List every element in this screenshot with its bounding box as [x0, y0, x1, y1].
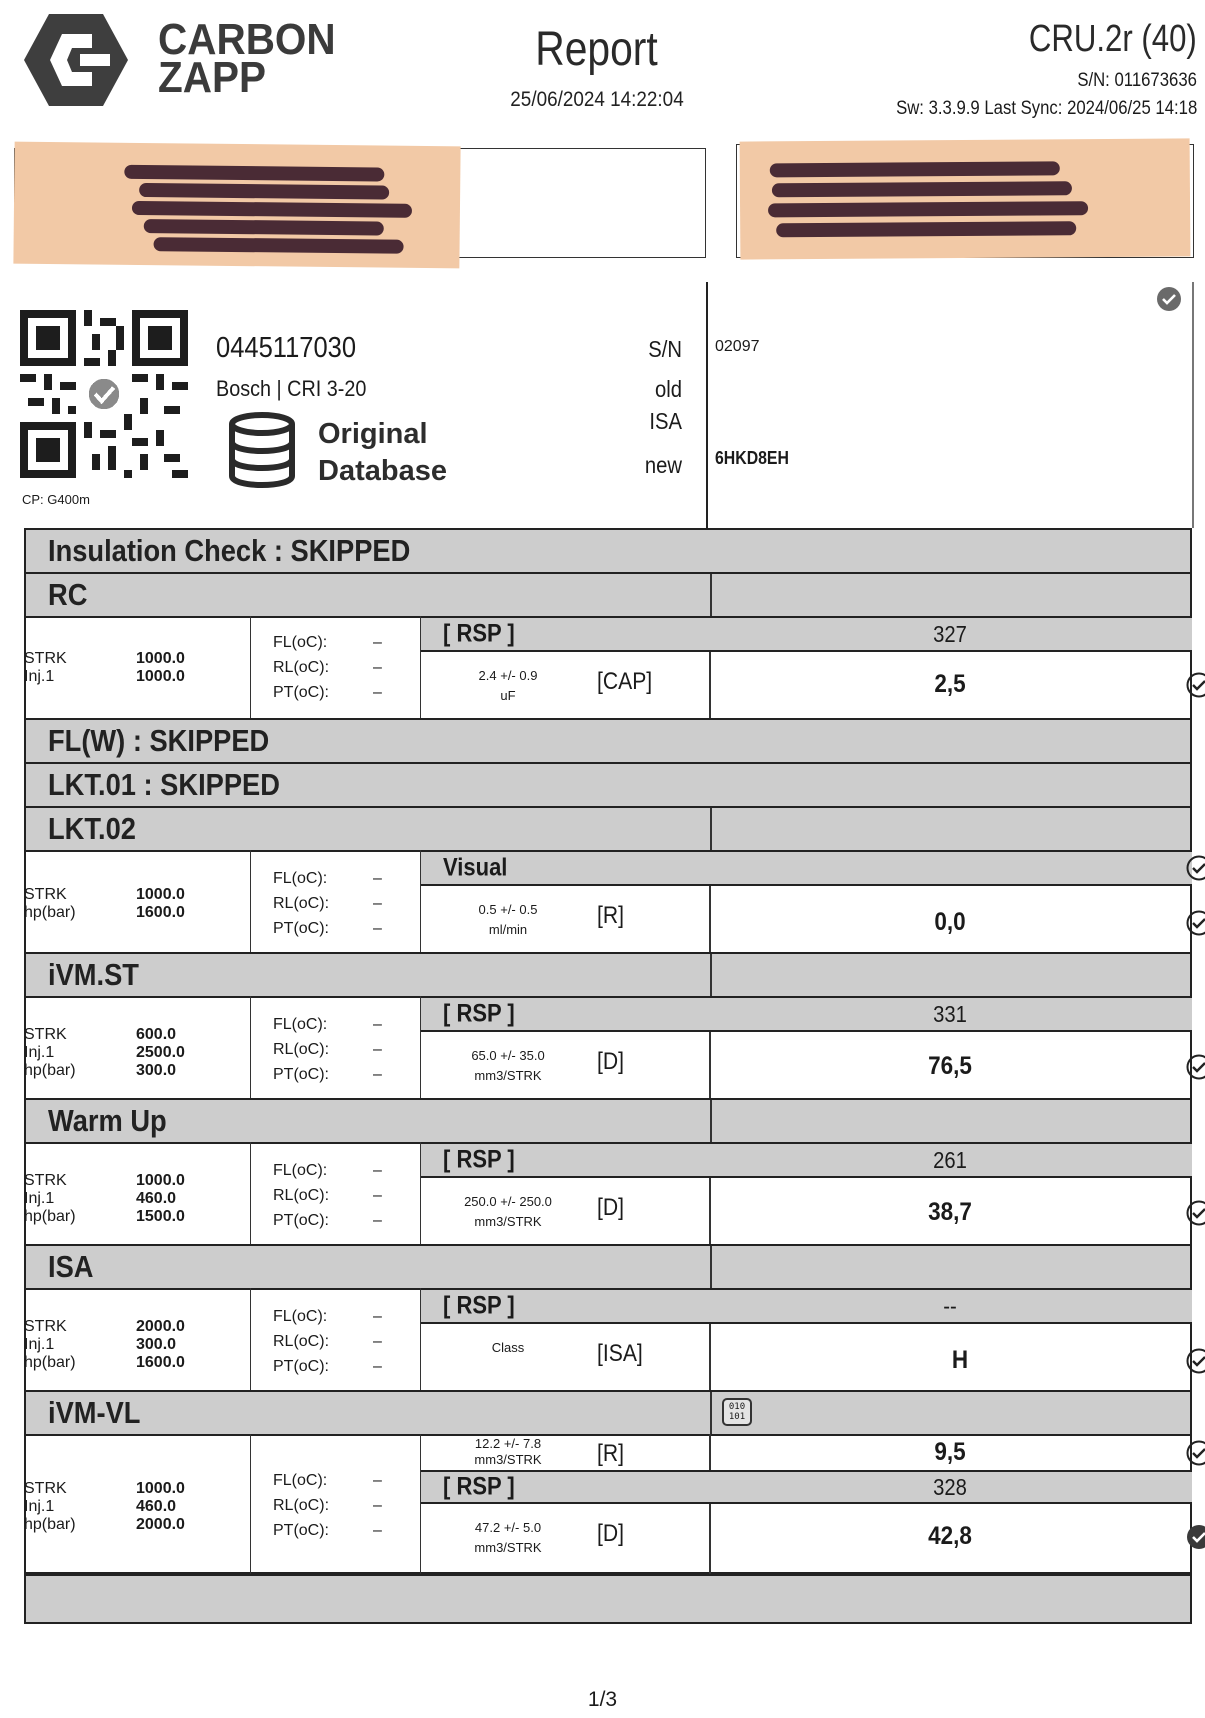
sub-title: [ RSP ]: [443, 1472, 515, 1501]
section-lkt01: [24, 762, 1192, 808]
qr-code-icon: [20, 310, 188, 478]
param-label: STRK: [24, 1026, 67, 1043]
temperatures: [250, 616, 421, 720]
warmup-test-row: [24, 1142, 1192, 1246]
page-number: 1/3: [587, 1688, 618, 1711]
result-cell: [708, 1142, 1192, 1246]
result-id: 328: [933, 1474, 967, 1500]
spec-line: Class: [491, 1340, 525, 1355]
param-label: Inj.1: [24, 1044, 55, 1061]
param-label: hp(bar): [24, 904, 76, 921]
param-label: Inj.1: [24, 1336, 55, 1353]
spec-cell: [420, 1434, 711, 1574]
spec-unit: mm3/STRK: [474, 1540, 542, 1555]
spec-line: 0.5 +/- 0.5: [478, 902, 538, 917]
label-isa: ISA: [649, 408, 682, 434]
param-label: hp(bar): [24, 1208, 76, 1225]
section-title: iVM-VL: [48, 1395, 141, 1430]
param-value: 1000.0: [136, 1480, 185, 1497]
redaction-patch-left: [13, 142, 460, 269]
param-value: 460.0: [136, 1190, 177, 1207]
param-label: Inj.1: [24, 668, 55, 685]
temp-label-fl: FL(oC):: [273, 1472, 328, 1489]
temperatures: [250, 1434, 421, 1574]
temp-value: –: [373, 1162, 382, 1179]
database-label-line2: Database: [318, 455, 447, 487]
spec-cell: [420, 616, 711, 720]
temp-value: –: [373, 1066, 382, 1083]
param-value: 1500.0: [136, 1208, 185, 1225]
pass-check-icon: [1186, 1200, 1205, 1226]
section-rc: [24, 572, 1192, 618]
brand-name-line1: CARBON: [158, 15, 336, 64]
injector-serial-value: 02097: [715, 338, 760, 355]
spec-code-b: [D]: [597, 1520, 624, 1547]
result-value: 0,0: [934, 908, 966, 936]
spec-cell: [420, 996, 711, 1100]
section-title: FL(W) : SKIPPED: [48, 723, 270, 758]
pass-check-filled-icon: [1186, 1524, 1205, 1550]
spec-line: 12.2 +/- 7.8: [474, 1436, 542, 1451]
param-value: 600.0: [136, 1026, 177, 1043]
result-value: H: [951, 1346, 969, 1374]
spec-cell: [420, 1288, 711, 1392]
verified-check-icon: [1156, 286, 1182, 312]
isa-new-value: 6HKD8EH: [715, 448, 789, 468]
database-icon: [226, 412, 298, 490]
info-right-border: [1192, 282, 1194, 528]
param-label: hp(bar): [24, 1354, 76, 1371]
cp-label: CP: G400m: [22, 492, 90, 507]
result-cell: [708, 1288, 1192, 1392]
temp-value: –: [373, 870, 382, 887]
spec-line: 47.2 +/- 5.0: [474, 1520, 542, 1535]
param-label: STRK: [24, 650, 67, 667]
temp-value: –: [373, 1358, 382, 1375]
spec-tolerance-a: [433, 1436, 583, 1468]
section-empty: [24, 1574, 1192, 1624]
spec-tolerance: [433, 1046, 583, 1086]
spec-unit: uF: [500, 688, 516, 703]
param-label: STRK: [24, 1480, 67, 1497]
section-warm-up: [24, 1098, 1192, 1144]
param-label: Inj.1: [24, 1190, 55, 1207]
param-value: 1000.0: [136, 668, 185, 685]
spec-code: [ISA]: [597, 1340, 643, 1367]
result-cell: [708, 616, 1192, 720]
result-value: 38,7: [928, 1198, 972, 1226]
pass-check-icon: [1186, 672, 1205, 698]
temp-label-fl: FL(oC):: [273, 870, 328, 887]
pass-check-icon: [1186, 910, 1205, 936]
result-value: 76,5: [928, 1052, 972, 1080]
temp-label-fl: FL(oC):: [273, 1308, 328, 1325]
spec-unit: mm3/STRK: [474, 1452, 542, 1467]
result-id: 327: [933, 621, 967, 647]
software-sync-info: Sw: 3.3.9.9 Last Sync: 2024/06/25 14:18: [895, 98, 1197, 119]
temp-value: –: [373, 1472, 382, 1489]
carbon-zapp-logo-icon: [22, 12, 130, 108]
spec-cell: [420, 1142, 711, 1246]
sub-title: [ RSP ]: [443, 1291, 515, 1320]
temp-label-rl: RL(oC):: [273, 659, 330, 676]
label-sn: S/N: [648, 336, 682, 362]
info-divider: [706, 282, 708, 528]
temperatures: [250, 1288, 421, 1392]
temp-value: –: [373, 1016, 382, 1033]
temp-value: –: [373, 920, 382, 937]
param-value: 460.0: [136, 1498, 177, 1515]
param-value: 2000.0: [136, 1516, 185, 1533]
result-value-a: 9,5: [934, 1438, 966, 1466]
temp-value: –: [373, 684, 382, 701]
ivmvl-test-row: [24, 1434, 1192, 1574]
temp-label-pt: PT(oC):: [273, 1522, 329, 1539]
spec-tolerance: [433, 1338, 583, 1358]
temp-value: –: [373, 895, 382, 912]
spec-tolerance: [433, 1192, 583, 1232]
temp-label-pt: PT(oC):: [273, 1358, 329, 1375]
pass-check-icon: [1186, 1054, 1205, 1080]
spec-code-a: [R]: [597, 1440, 624, 1467]
section-title: Warm Up: [48, 1103, 167, 1138]
temp-label-fl: FL(oC):: [273, 634, 328, 651]
section-title: LKT.02: [48, 811, 136, 846]
temp-value: –: [373, 1187, 382, 1204]
result-cell: [708, 996, 1192, 1100]
temp-label-pt: PT(oC):: [273, 684, 329, 701]
report-title: Report: [535, 23, 658, 76]
temp-label-rl: RL(oC):: [273, 1497, 330, 1514]
report-datetime: 25/06/2024 14:22:04: [510, 88, 684, 111]
section-isa: [24, 1244, 1192, 1290]
result-id: 261: [933, 1147, 967, 1173]
label-old: old: [654, 376, 682, 402]
part-number: 0445117030: [216, 332, 357, 364]
temp-label-rl: RL(oC):: [273, 895, 330, 912]
section-title: Insulation Check : SKIPPED: [48, 533, 411, 568]
result-id: 331: [933, 1001, 967, 1027]
spec-tolerance: [433, 900, 583, 940]
spec-code: [D]: [597, 1048, 624, 1075]
param-value: 1600.0: [136, 904, 185, 921]
temp-label-pt: PT(oC):: [273, 920, 329, 937]
param-value: 300.0: [136, 1336, 177, 1353]
temp-label-pt: PT(oC):: [273, 1066, 329, 1083]
spec-code: [CAP]: [597, 668, 653, 695]
section-title: LKT.01 : SKIPPED: [48, 767, 280, 802]
spec-code: [R]: [597, 902, 624, 929]
temperatures: [250, 850, 421, 954]
param-value: 1000.0: [136, 886, 185, 903]
temp-label-pt: PT(oC):: [273, 1212, 329, 1229]
pass-check-icon: [1186, 1440, 1205, 1466]
section-ivm-vl: [24, 1390, 1192, 1436]
param-label: STRK: [24, 886, 67, 903]
brand-name-line2: ZAPP: [158, 53, 266, 102]
spec-tolerance-b: [433, 1518, 583, 1558]
temp-label-fl: FL(oC):: [273, 1162, 328, 1179]
param-label: hp(bar): [24, 1062, 76, 1079]
temperatures: [250, 1142, 421, 1246]
label-new: new: [644, 452, 682, 478]
device-model: CRU.2r (40): [1029, 18, 1197, 60]
database-label-line1: Original: [318, 418, 428, 450]
temperatures: [250, 996, 421, 1100]
param-label: STRK: [24, 1172, 67, 1189]
param-value: 2500.0: [136, 1044, 185, 1061]
binary-data-icon: 010 101: [722, 1398, 752, 1426]
param-value: 2000.0: [136, 1318, 185, 1335]
spec-line: 250.0 +/- 250.0: [464, 1194, 552, 1209]
redaction-patch-right: [740, 138, 1191, 259]
spec-line: 2.4 +/- 0.9: [478, 668, 538, 683]
visual-check-icon: [1186, 855, 1205, 881]
temp-label-fl: FL(oC):: [273, 1016, 328, 1033]
device-serial: S/N: 011673636: [1077, 70, 1197, 91]
result-id: --: [943, 1293, 957, 1319]
pass-check-icon: [1186, 1348, 1205, 1374]
param-value: 1000.0: [136, 1172, 185, 1189]
param-label: hp(bar): [24, 1516, 76, 1533]
lkt02-test-row: [24, 850, 1192, 954]
param-value: 1600.0: [136, 1354, 185, 1371]
result-value-b: 42,8: [928, 1522, 972, 1550]
param-label: STRK: [24, 1318, 67, 1335]
section-insulation-check: [24, 528, 1192, 574]
spec-line: 65.0 +/- 35.0: [471, 1048, 545, 1063]
param-value: 1000.0: [136, 650, 185, 667]
temp-label-rl: RL(oC):: [273, 1041, 330, 1058]
sub-title: [ RSP ]: [443, 1145, 515, 1174]
spec-unit: ml/min: [488, 922, 528, 937]
temp-value: –: [373, 1333, 382, 1350]
result-cell: [708, 1434, 1192, 1574]
sub-title: [ RSP ]: [443, 999, 515, 1028]
database-label: [318, 416, 447, 490]
param-label: Inj.1: [24, 1498, 55, 1515]
temp-value: –: [373, 659, 382, 676]
spec-code: [D]: [597, 1194, 624, 1221]
sub-title: [ RSP ]: [443, 619, 515, 648]
ivmst-test-row: [24, 996, 1192, 1100]
section-lkt02: [24, 806, 1192, 852]
temp-value: –: [373, 1522, 382, 1539]
temp-label-rl: RL(oC):: [273, 1187, 330, 1204]
spec-unit: mm3/STRK: [474, 1068, 542, 1083]
section-title: iVM.ST: [48, 957, 139, 992]
param-value: 300.0: [136, 1062, 177, 1079]
section-ivm-st: [24, 952, 1192, 998]
section-title: RC: [48, 577, 88, 612]
rc-test-row: [24, 616, 1192, 720]
temp-value: –: [373, 1497, 382, 1514]
spec-cell: [420, 850, 711, 954]
temp-value: –: [373, 1308, 382, 1325]
result-value: 2,5: [934, 670, 966, 698]
temp-value: –: [373, 634, 382, 651]
result-cell: [708, 850, 1192, 954]
section-flw: [24, 718, 1192, 764]
spec-unit: mm3/STRK: [474, 1214, 542, 1229]
temp-value: –: [373, 1041, 382, 1058]
spec-tolerance: [433, 666, 583, 706]
isa-test-row: [24, 1288, 1192, 1392]
temp-value: –: [373, 1212, 382, 1229]
sub-title: Visual: [443, 853, 508, 882]
temp-label-rl: RL(oC):: [273, 1333, 330, 1350]
section-title: ISA: [48, 1249, 94, 1284]
part-description: Bosch | CRI 3-20: [216, 376, 367, 401]
